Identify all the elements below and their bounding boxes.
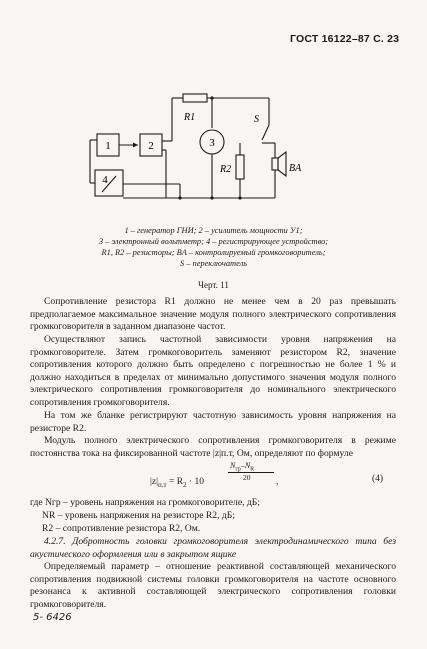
handwritten-note: 5- 6426 <box>33 612 72 623</box>
paragraph-6: Определяемый параметр – отношение реактивной составляющей механического сопротивления подвижной системы головки громкоговорителя на частоте основного резонанса к активной составляющей электрического сопротивления головки громкоговорителя. <box>30 561 396 610</box>
section-4-2-7-title: 4.2.7. Добротность головки громкоговорителя электродинамического типа без акустического оформления или в закрытом ящике <box>30 536 396 560</box>
formula-comma: , <box>276 477 279 487</box>
caption-line-1: 1 – генератор ГНИ; 2 – усилитель мощности У1; <box>124 226 303 235</box>
caption-line-4: S – переключатель <box>179 259 248 268</box>
r2-label: R2 <box>220 164 232 175</box>
formula-main: $|z|_{п.т} = R_2 \cdot 10$ <box>150 477 204 489</box>
speaker-ba <box>272 158 278 170</box>
circuit-diagram <box>80 80 320 220</box>
caption-line-2: 3 – электронный вольтметр; 4 – регистрирующее устройство; <box>98 237 329 246</box>
paragraph-4: Модуль полного электрического сопротивления громкоговорителя в режиме постоянства тока на фиксированной частоте |z|п.т, Ом, определяют по формуле <box>30 435 396 459</box>
block-3-label: 3 <box>209 137 215 149</box>
paragraph-2: Осуществляют запись частотной зависимости уровня напряжения на громкоговорителе. Затем громкоговоритель заменяют резистором R2, значение сопротивления которого должно быть определено с погрешностью не более 1 % и должно находиться в пределах от минимально допустимого значения модуля полного электрического сопротивления громкоговорителя до номинального электрического сопротивления громкоговорителя. <box>30 334 396 408</box>
resistor-r2 <box>236 155 244 179</box>
resistor-r1 <box>183 94 207 102</box>
figure-label: Черт. 11 <box>198 280 229 290</box>
paragraph-1: Сопротивление резистора R1 должно не менее чем в 20 раз превышать предполагаемое максимальное значение модуля полного электрического сопротивления громкоговорителя в заданном диапазоне частот. <box>30 296 396 333</box>
formula-fraction-bar <box>228 472 274 473</box>
formula-number: (4) <box>372 474 384 484</box>
caption-line-3: R1, R2 – резисторы; BA – контролируемый громкоговоритель; <box>101 248 326 257</box>
formula-exponent-numerator: $N_{гр}-N_R$ <box>230 461 255 473</box>
ba-label: BA <box>289 163 302 174</box>
paragraph-3: На том же бланке регистрируют частотную зависимость уровня напряжения на резисторе R2. <box>30 410 396 434</box>
recorder-block <box>95 170 123 196</box>
switch-label: S <box>254 114 259 125</box>
definition-3: R2 – сопротивление резистора R2, Ом. <box>42 523 201 534</box>
page-header: ГОСТ 16122–87 С. 23 <box>290 33 400 45</box>
block-1-label: 1 <box>105 140 111 152</box>
definition-1: где Nгр – уровень напряжения на громкоговорителе, дБ; <box>30 497 260 508</box>
block-2-label: 2 <box>148 140 154 152</box>
definition-2: NR – уровень напряжения на резисторе R2, дБ; <box>42 510 235 521</box>
formula-exponent-denominator: 20 <box>243 473 251 482</box>
r1-label: R1 <box>184 112 196 123</box>
block-4-label: 4 <box>102 174 108 186</box>
